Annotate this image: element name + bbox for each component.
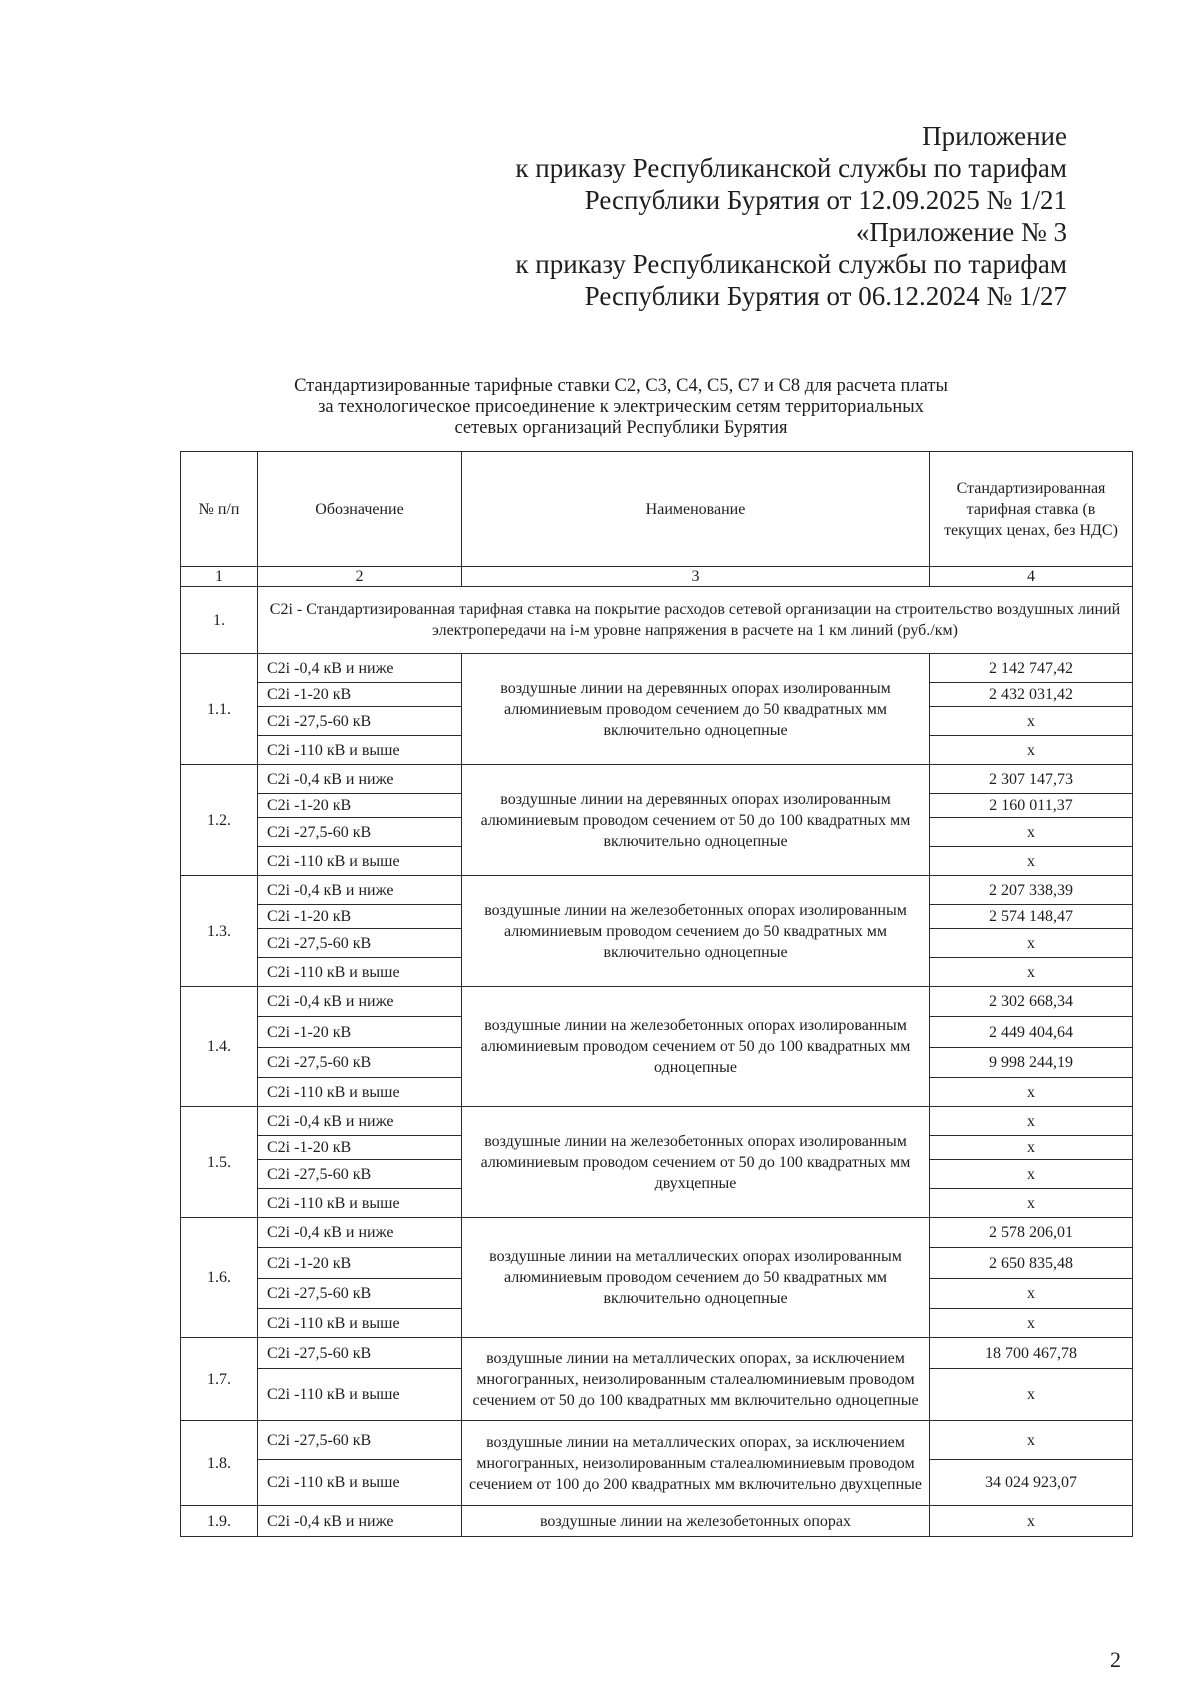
rate-value: 2 578 206,01 [930,1218,1133,1248]
rate-code: С2i -1-20 кВ [258,683,462,707]
rate-value: х [930,1279,1133,1309]
header-num: № п/п [181,452,258,567]
rate-code: С2i -110 кВ и выше [258,1460,462,1506]
rate-value: х [930,736,1133,765]
group-num: 1.5. [181,1107,258,1218]
rate-code: С2i -1-20 кВ [258,794,462,818]
column-number: 3 [462,567,930,587]
rate-code: С2i -27,5-60 кВ [258,707,462,736]
column-number: 1 [181,567,258,587]
rate-value: х [930,707,1133,736]
rate-code: С2i -27,5-60 кВ [258,1279,462,1309]
column-number: 2 [258,567,462,587]
header-line: Республики Бурятия от 12.09.2025 № 1/21 [584,185,1067,215]
group-num: 1.4. [181,987,258,1107]
group-num: 1.3. [181,876,258,987]
rate-code: С2i -0,4 кВ и ниже [258,765,462,794]
table-row [181,987,1133,1017]
rate-code: С2i -1-20 кВ [258,1017,462,1048]
rate-code: С2i -1-20 кВ [258,1248,462,1279]
group-num: 1.1. [181,654,258,765]
rate-value: 34 024 923,07 [930,1460,1133,1506]
tariff-table [180,451,1133,1537]
title-line: Стандартизированные тарифные ставки С2, С3, С4, С5, С7 и С8 для расчета платы [294,376,948,396]
page-number: 2 [1110,1647,1121,1672]
table-row [181,876,1133,905]
rate-code: С2i -27,5-60 кВ [258,1160,462,1189]
rate-value: х [930,1107,1133,1136]
group-num: 1.9. [181,1506,258,1537]
table-row [181,1107,1133,1136]
rate-code: С2i -110 кВ и выше [258,847,462,876]
header-line: Приложение [922,121,1067,151]
rate-value: 18 700 467,78 [930,1338,1133,1369]
rate-code: С2i -110 кВ и выше [258,1078,462,1107]
rate-value: х [930,1506,1133,1537]
rate-value: х [930,958,1133,987]
rate-code: С2i -0,4 кВ и ниже [258,987,462,1017]
rate-code: С2i -0,4 кВ и ниже [258,1506,462,1537]
rate-code: С2i -27,5-60 кВ [258,1421,462,1460]
rate-value: 2 160 011,37 [930,794,1133,818]
section-text: С2i - Стандартизированная тарифная ставка на покрытие расходов сетевой организации на строительство воздушных линий электропередачи на i-м уровне напряжения в расчете на 1 км линий (руб./км) [258,587,1133,654]
rate-code: С2i -1-20 кВ [258,905,462,929]
rate-value: 2 449 404,64 [930,1017,1133,1048]
document-title [180,376,1062,439]
title-line: за технологическое присоединение к электрическим сетям территориальных [318,397,924,417]
line-description: воздушные линии на металлических опорах, за исключением многогранных, неизолированным сталеалюминиевым проводом сечением от 100 до 200 квадратных мм включительно двухцепные [462,1421,930,1506]
line-description: воздушные линии на железобетонных опорах изолированным алюминиевым проводом сечением от 50 до 100 квадратных мм одноцепные [462,987,930,1107]
rate-code: С2i -27,5-60 кВ [258,1338,462,1369]
header-line: Республики Бурятия от 06.12.2024 № 1/27 [584,281,1067,311]
rate-value: 2 307 147,73 [930,765,1133,794]
column-number: 4 [930,567,1133,587]
rate-code: С2i -110 кВ и выше [258,958,462,987]
group-num: 1.7. [181,1338,258,1421]
rate-code: С2i -27,5-60 кВ [258,818,462,847]
rate-value: 2 574 148,47 [930,905,1133,929]
rate-value: х [930,1369,1133,1421]
table-row [181,654,1133,683]
rate-value: х [930,1189,1133,1218]
line-description: воздушные линии на железобетонных опорах изолированным алюминиевым проводом сечением от 50 до 100 квадратных мм двухцепные [462,1107,930,1218]
rate-value: 2 207 338,39 [930,876,1133,905]
group-num: 1.6. [181,1218,258,1338]
rate-code: С2i -110 кВ и выше [258,1369,462,1421]
rate-code: С2i -0,4 кВ и ниже [258,1107,462,1136]
rate-value: 9 998 244,19 [930,1048,1133,1078]
rate-value: 2 432 031,42 [930,683,1133,707]
rate-code: С2i -1-20 кВ [258,1136,462,1160]
table-row [181,1506,1133,1537]
rate-value: х [930,847,1133,876]
rate-code: С2i -0,4 кВ и ниже [258,1218,462,1248]
rate-code: С2i -27,5-60 кВ [258,1048,462,1078]
rate-value: х [930,1309,1133,1338]
line-description: воздушные линии на металлических опорах, за исключением многогранных, неизолированным сталеалюминиевым проводом сечением от 50 до 100 квадратных мм включительно одноцепные [462,1338,930,1421]
rate-value: 2 302 668,34 [930,987,1133,1017]
rate-value: 2 650 835,48 [930,1248,1133,1279]
rate-code: С2i -110 кВ и выше [258,736,462,765]
group-num: 1.8. [181,1421,258,1506]
rate-value: х [930,929,1133,958]
rate-code: С2i -27,5-60 кВ [258,929,462,958]
header-name: Наименование [462,452,930,567]
table-row [181,1218,1133,1248]
rate-code: С2i -0,4 кВ и ниже [258,876,462,905]
table-row [181,1338,1133,1369]
rate-code: С2i -0,4 кВ и ниже [258,654,462,683]
line-description: воздушные линии на деревянных опорах изолированным алюминиевым проводом сечением от 50 до 100 квадратных мм включительно одноцепные [462,765,930,876]
line-description: воздушные линии на железобетонных опорах [462,1506,930,1537]
header-line: к приказу Республиканской службы по тарифам [515,153,1067,183]
section-row [181,587,1133,654]
header-line: к приказу Республиканской службы по тарифам [515,249,1067,279]
header-line: «Приложение № 3 [855,217,1067,247]
header-value: Стандартизированная тарифная ставка (в текущих ценах, без НДС) [930,452,1133,567]
header-code: Обозначение [258,452,462,567]
table-header-row [181,452,1133,567]
column-number-row [181,567,1133,587]
appendix-header [515,120,1067,312]
rate-value: х [930,1160,1133,1189]
rate-value: 2 142 747,42 [930,654,1133,683]
line-description: воздушные линии на металлических опорах изолированным алюминиевым проводом сечением до 50 квадратных мм включительно одноцепные [462,1218,930,1338]
group-num: 1.2. [181,765,258,876]
rate-value: х [930,818,1133,847]
section-num: 1. [181,587,258,654]
rate-value: х [930,1421,1133,1460]
rate-code: С2i -110 кВ и выше [258,1189,462,1218]
title-line: сетевых организаций Республики Бурятия [454,418,788,438]
rate-value: х [930,1078,1133,1107]
rate-value: х [930,1136,1133,1160]
line-description: воздушные линии на деревянных опорах изолированным алюминиевым проводом сечением до 50 квадратных мм включительно одноцепные [462,654,930,765]
table-row [181,1421,1133,1460]
table-row [181,765,1133,794]
line-description: воздушные линии на железобетонных опорах изолированным алюминиевым проводом сечением до 50 квадратных мм включительно одноцепные [462,876,930,987]
rate-code: С2i -110 кВ и выше [258,1309,462,1338]
